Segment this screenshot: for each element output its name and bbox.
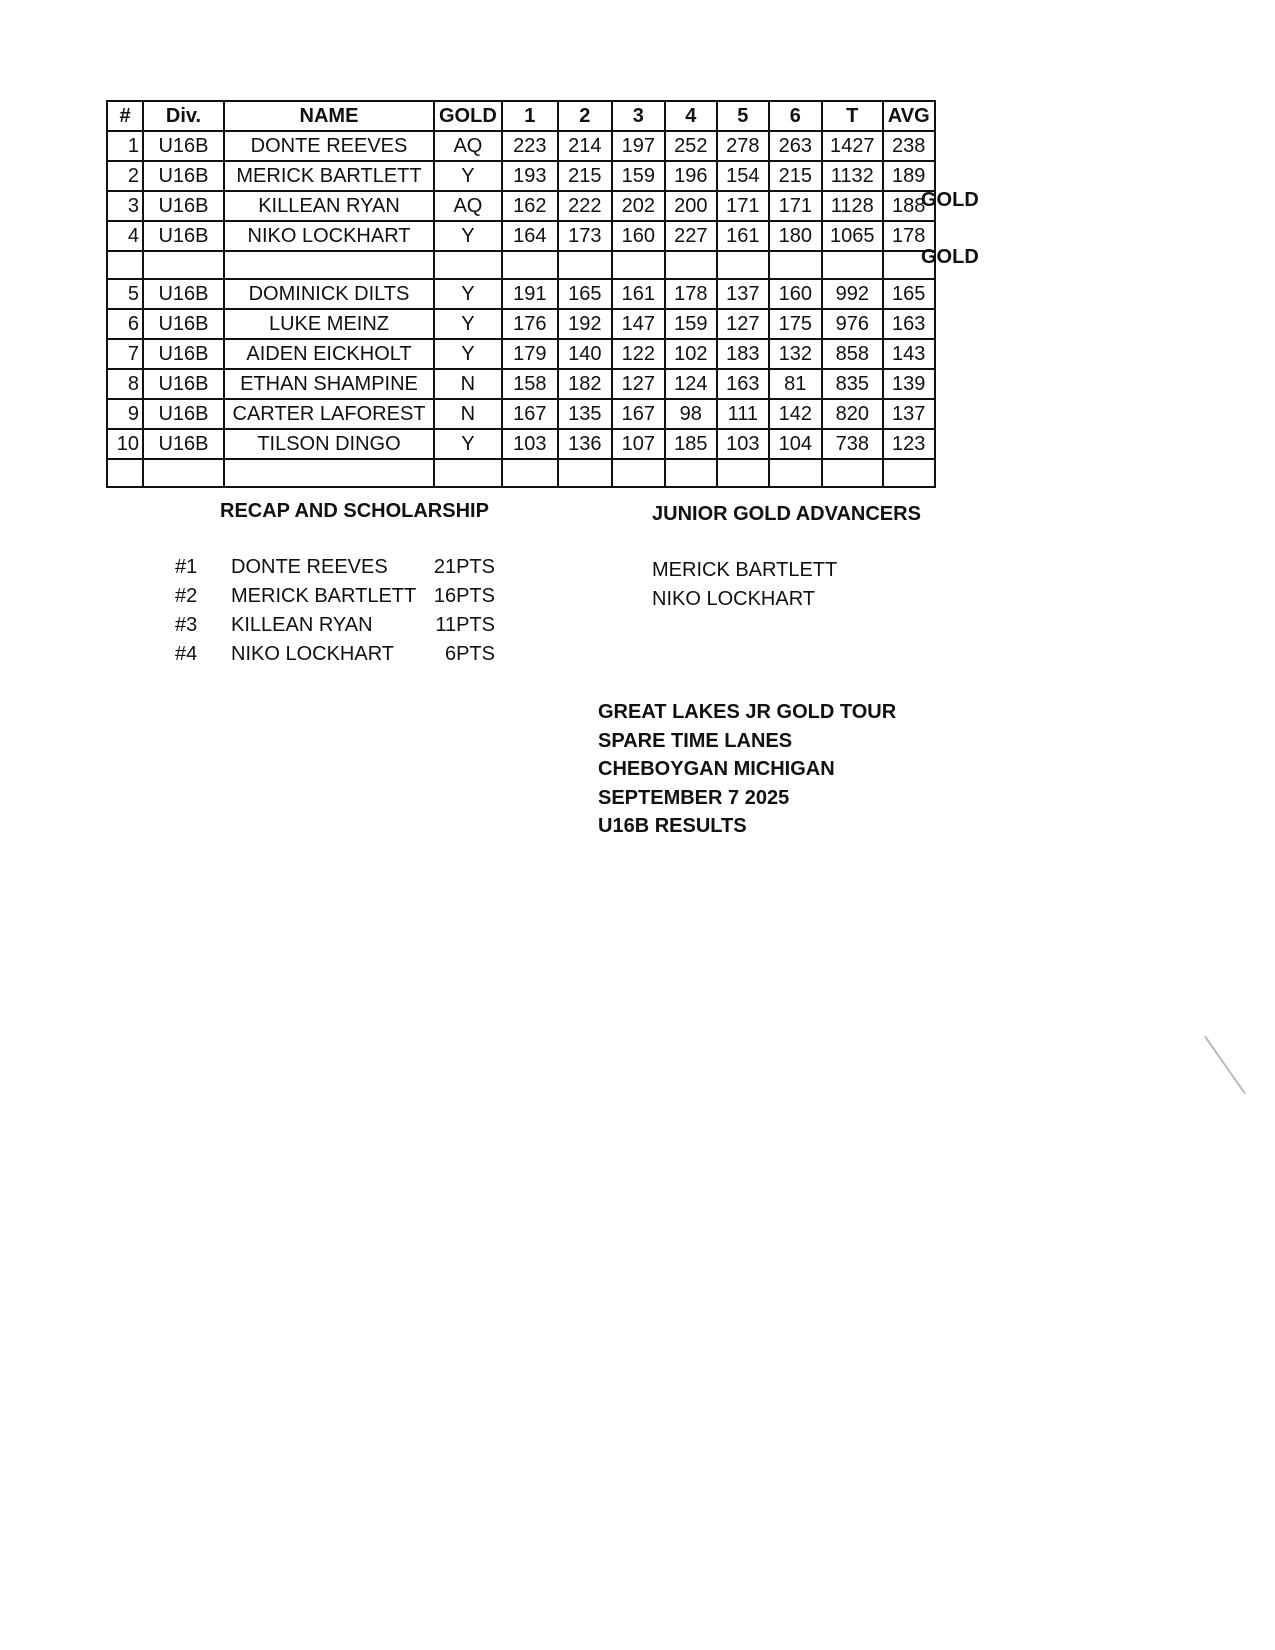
row-total: 1132 xyxy=(822,161,883,191)
row-div: U16B xyxy=(143,279,224,309)
row-total: 992 xyxy=(822,279,883,309)
row-div: U16B xyxy=(143,131,224,161)
table-row xyxy=(107,339,935,369)
row-game-5: 103 xyxy=(717,429,769,459)
row-game-5: 127 xyxy=(717,309,769,339)
blank-cell xyxy=(665,459,717,487)
row-avg: 178 xyxy=(883,221,935,251)
row-game-2: 136 xyxy=(558,429,612,459)
header-name: NAME xyxy=(224,101,434,131)
row-game-2: 192 xyxy=(558,309,612,339)
row-game-3: 202 xyxy=(612,191,665,221)
header-game-6: 6 xyxy=(769,101,822,131)
row-gold: Y xyxy=(434,429,502,459)
row-name: CARTER LAFOREST xyxy=(224,399,434,429)
row-total: 1427 xyxy=(822,131,883,161)
row-game-3: 122 xyxy=(612,339,665,369)
row-game-2: 222 xyxy=(558,191,612,221)
row-game-1: 158 xyxy=(502,369,558,399)
row-rank: 8 xyxy=(107,369,143,399)
footer-line: SEPTEMBER 7 2025 xyxy=(598,786,790,809)
table-row xyxy=(107,221,935,251)
row-total: 1065 xyxy=(822,221,883,251)
header-game-2: 2 xyxy=(558,101,612,131)
row-total: 976 xyxy=(822,309,883,339)
row-rank: 1 xyxy=(107,131,143,161)
footer-line: U16B RESULTS xyxy=(598,815,747,837)
row-total: 738 xyxy=(822,429,883,459)
row-game-4: 252 xyxy=(665,131,717,161)
row-game-5: 183 xyxy=(717,339,769,369)
row-game-5: 163 xyxy=(717,369,769,399)
row-game-4: 178 xyxy=(665,279,717,309)
recap-entry xyxy=(175,614,495,642)
row-name: DOMINICK DILTS xyxy=(224,279,434,309)
row-gold: N xyxy=(434,399,502,429)
row-gold: AQ xyxy=(434,131,502,161)
blank-cell xyxy=(665,251,717,279)
row-game-3: 161 xyxy=(612,279,665,309)
row-game-4: 159 xyxy=(665,309,717,339)
recap-rank: #4 xyxy=(175,643,198,665)
row-rank: 6 xyxy=(107,309,143,339)
row-game-4: 196 xyxy=(665,161,717,191)
header-game-1: 1 xyxy=(502,101,558,131)
row-gold: Y xyxy=(434,279,502,309)
row-game-2: 135 xyxy=(558,399,612,429)
row-total: 820 xyxy=(822,399,883,429)
blank-cell xyxy=(769,459,822,487)
row-game-6: 215 xyxy=(769,161,822,191)
blank-cell xyxy=(558,459,612,487)
row-rank: 3 xyxy=(107,191,143,221)
row-div: U16B xyxy=(143,369,224,399)
row-total: 858 xyxy=(822,339,883,369)
row-game-3: 160 xyxy=(612,221,665,251)
row-gold: AQ xyxy=(434,191,502,221)
row-game-6: 180 xyxy=(769,221,822,251)
row-game-3: 159 xyxy=(612,161,665,191)
row-game-1: 179 xyxy=(502,339,558,369)
row-gold: Y xyxy=(434,309,502,339)
recap-name: KILLEAN RYAN xyxy=(231,614,373,636)
recap-rank: #2 xyxy=(175,585,198,607)
row-game-1: 191 xyxy=(502,279,558,309)
row-gold: Y xyxy=(434,161,502,191)
blank-cell xyxy=(143,251,224,279)
row-rank: 2 xyxy=(107,161,143,191)
row-game-1: 164 xyxy=(502,221,558,251)
row-gold: Y xyxy=(434,339,502,369)
row-avg: 123 xyxy=(883,429,935,459)
footer-line: CHEBOYGAN MICHIGAN xyxy=(598,758,835,780)
table-row xyxy=(107,429,935,459)
table-row xyxy=(107,369,935,399)
row-game-4: 200 xyxy=(665,191,717,221)
table-row xyxy=(107,399,935,429)
row-div: U16B xyxy=(143,399,224,429)
row-game-4: 227 xyxy=(665,221,717,251)
blank-cell xyxy=(224,459,434,487)
blank-cell xyxy=(769,251,822,279)
row-name: ETHAN SHAMPINE xyxy=(224,369,434,399)
recap-rank: #1 xyxy=(175,556,198,578)
blank-cell xyxy=(143,459,224,487)
row-avg: 137 xyxy=(883,399,935,429)
row-game-1: 176 xyxy=(502,309,558,339)
advancer-name: NIKO LOCKHART xyxy=(652,588,815,610)
row-div: U16B xyxy=(143,339,224,369)
row-gold: N xyxy=(434,369,502,399)
row-game-6: 81 xyxy=(769,369,822,399)
row-game-1: 193 xyxy=(502,161,558,191)
row-game-6: 160 xyxy=(769,279,822,309)
header-row xyxy=(107,101,935,131)
row-game-6: 171 xyxy=(769,191,822,221)
blank-cell xyxy=(822,251,883,279)
header-div: Div. xyxy=(143,101,224,131)
row-game-3: 107 xyxy=(612,429,665,459)
row-game-2: 140 xyxy=(558,339,612,369)
row-name: NIKO LOCKHART xyxy=(224,221,434,251)
row-div: U16B xyxy=(143,309,224,339)
row-game-5: 161 xyxy=(717,221,769,251)
row-total: 835 xyxy=(822,369,883,399)
recap-entry xyxy=(175,643,495,671)
table-row xyxy=(107,161,935,191)
header-game-4: 4 xyxy=(665,101,717,131)
recap-entry xyxy=(175,556,495,584)
blank-cell xyxy=(502,251,558,279)
row-game-2: 182 xyxy=(558,369,612,399)
row-game-5: 137 xyxy=(717,279,769,309)
header-total: T xyxy=(822,101,883,131)
row-game-1: 167 xyxy=(502,399,558,429)
row-rank: 9 xyxy=(107,399,143,429)
header-gold: GOLD xyxy=(434,101,502,131)
table-row xyxy=(107,131,935,161)
row-game-6: 142 xyxy=(769,399,822,429)
blank-cell xyxy=(883,459,935,487)
row-name: DONTE REEVES xyxy=(224,131,434,161)
results-table xyxy=(106,100,936,488)
row-game-5: 111 xyxy=(717,399,769,429)
recap-pts: 11PTS xyxy=(435,614,495,636)
row-game-1: 162 xyxy=(502,191,558,221)
row-avg: 189 xyxy=(883,161,935,191)
row-game-5: 154 xyxy=(717,161,769,191)
row-game-6: 132 xyxy=(769,339,822,369)
row-rank: 10 xyxy=(107,429,143,459)
recap-name: DONTE REEVES xyxy=(231,556,388,578)
row-div: U16B xyxy=(143,161,224,191)
row-avg: 165 xyxy=(883,279,935,309)
row-name: AIDEN EICKHOLT xyxy=(224,339,434,369)
recap-name: NIKO LOCKHART xyxy=(231,643,394,665)
row-game-1: 103 xyxy=(502,429,558,459)
row-name: LUKE MEINZ xyxy=(224,309,434,339)
row-game-3: 147 xyxy=(612,309,665,339)
row-game-3: 197 xyxy=(612,131,665,161)
row-div: U16B xyxy=(143,221,224,251)
blank-cell xyxy=(224,251,434,279)
blank-cell xyxy=(107,459,143,487)
scan-artifact xyxy=(1204,1036,1246,1094)
row-div: U16B xyxy=(143,191,224,221)
header-rank: # xyxy=(107,101,143,131)
recap-name: MERICK BARTLETT xyxy=(231,585,417,607)
header-avg: AVG xyxy=(883,101,935,131)
recap-entry xyxy=(175,585,495,613)
row-game-5: 278 xyxy=(717,131,769,161)
blank-cell xyxy=(822,459,883,487)
row-avg: 238 xyxy=(883,131,935,161)
blank-row xyxy=(107,251,935,279)
row-avg: 163 xyxy=(883,309,935,339)
advancer-name: MERICK BARTLETT xyxy=(652,559,838,581)
advancers-title: JUNIOR GOLD ADVANCERS xyxy=(652,503,921,525)
row-game-3: 167 xyxy=(612,399,665,429)
row-avg: 139 xyxy=(883,369,935,399)
row-avg: 143 xyxy=(883,339,935,369)
footer-line: SPARE TIME LANES xyxy=(598,729,793,752)
row-rank: 5 xyxy=(107,279,143,309)
blank-cell xyxy=(717,251,769,279)
row-game-4: 102 xyxy=(665,339,717,369)
row-game-5: 171 xyxy=(717,191,769,221)
row-game-6: 263 xyxy=(769,131,822,161)
table-row xyxy=(107,279,935,309)
row-name: KILLEAN RYAN xyxy=(224,191,434,221)
recap-title: RECAP AND SCHOLARSHIP xyxy=(220,500,489,522)
row-game-4: 124 xyxy=(665,369,717,399)
row-game-2: 173 xyxy=(558,221,612,251)
row-game-2: 214 xyxy=(558,131,612,161)
blank-row xyxy=(107,459,935,487)
row-name: MERICK BARTLETT xyxy=(224,161,434,191)
recap-pts: 6PTS xyxy=(444,643,495,665)
row-avg: 188 xyxy=(883,191,935,221)
table-row xyxy=(107,309,935,339)
blank-cell xyxy=(717,459,769,487)
recap-rank: #3 xyxy=(175,614,198,636)
blank-cell xyxy=(558,251,612,279)
blank-cell xyxy=(502,459,558,487)
header-game-3: 3 xyxy=(612,101,665,131)
row-rank: 7 xyxy=(107,339,143,369)
blank-cell xyxy=(612,459,665,487)
row-total: 1128 xyxy=(822,191,883,221)
row-game-4: 98 xyxy=(665,399,717,429)
recap-pts: 16PTS xyxy=(433,585,495,607)
row-game-2: 165 xyxy=(558,279,612,309)
gold-flag: GOLD xyxy=(921,245,979,268)
row-div: U16B xyxy=(143,429,224,459)
table-row xyxy=(107,191,935,221)
row-game-1: 223 xyxy=(502,131,558,161)
row-game-2: 215 xyxy=(558,161,612,191)
row-rank: 4 xyxy=(107,221,143,251)
row-game-6: 104 xyxy=(769,429,822,459)
recap-pts: 21PTS xyxy=(433,556,495,578)
row-game-4: 185 xyxy=(665,429,717,459)
blank-cell xyxy=(612,251,665,279)
row-name: TILSON DINGO xyxy=(224,429,434,459)
row-gold: Y xyxy=(434,221,502,251)
header-game-5: 5 xyxy=(717,101,769,131)
gold-flag: GOLD xyxy=(921,188,979,211)
blank-cell xyxy=(434,459,502,487)
row-game-3: 127 xyxy=(612,369,665,399)
footer-line: GREAT LAKES JR GOLD TOUR xyxy=(598,701,897,723)
blank-cell xyxy=(434,251,502,279)
blank-cell xyxy=(107,251,143,279)
row-game-6: 175 xyxy=(769,309,822,339)
